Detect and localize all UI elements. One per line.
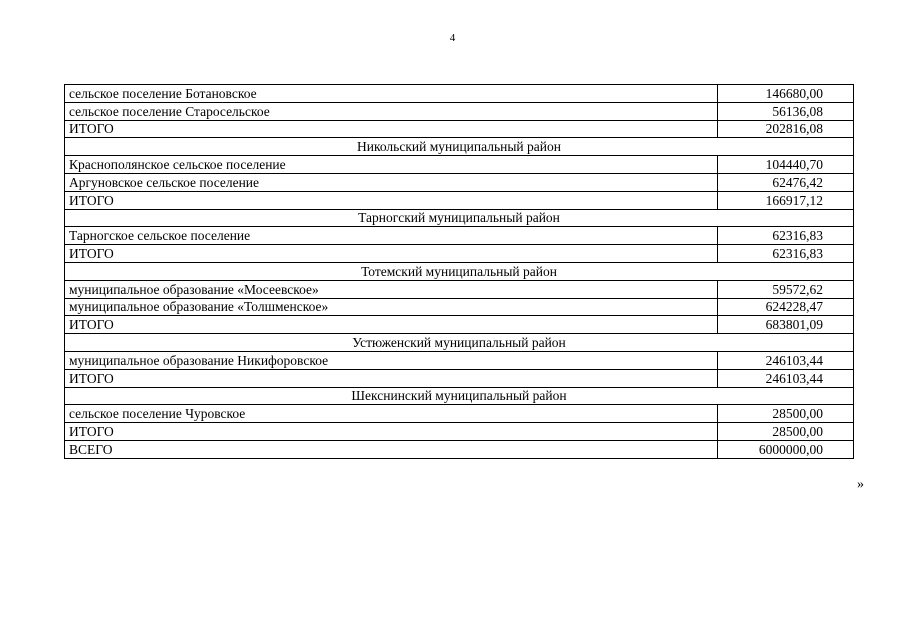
- page-number: 4: [449, 32, 456, 44]
- district-header-row: [65, 209, 854, 227]
- amount-value: 62476,42: [718, 173, 854, 191]
- table-row: [65, 173, 854, 191]
- settlement-name: сельское поселение Чуровское: [65, 405, 718, 423]
- settlement-name: Краснополянское сельское поселение: [65, 156, 718, 174]
- table-row: [65, 191, 854, 209]
- table-row: [65, 280, 854, 298]
- amount-value: 62316,83: [718, 227, 854, 245]
- amount-value: 56136,08: [718, 102, 854, 120]
- district-name: Шекснинский муниципальный район: [65, 387, 854, 405]
- settlement-name: муниципальное образование «Мосеевское»: [65, 280, 718, 298]
- settlement-name: сельское поселение Старосельское: [65, 102, 718, 120]
- table-row: [65, 245, 854, 263]
- settlement-name: Аргуновское сельское поселение: [65, 173, 718, 191]
- district-header-row: [65, 262, 854, 280]
- amount-value: 59572,62: [718, 280, 854, 298]
- amount-value: 28500,00: [718, 423, 854, 441]
- table-row: [65, 440, 854, 458]
- district-header-row: [65, 334, 854, 352]
- table-row: [65, 405, 854, 423]
- amount-value: 28500,00: [718, 405, 854, 423]
- amount-value: 246103,44: [718, 351, 854, 369]
- table-row: [65, 351, 854, 369]
- settlement-name: ИТОГО: [65, 423, 718, 441]
- amount-value: 6000000,00: [718, 440, 854, 458]
- table-row: [65, 156, 854, 174]
- settlement-name: ИТОГО: [65, 369, 718, 387]
- settlement-name: муниципальное образование «Толшменское»: [65, 298, 718, 316]
- amount-value: 246103,44: [718, 369, 854, 387]
- district-name: Тотемский муниципальный район: [65, 262, 854, 280]
- amount-value: 104440,70: [718, 156, 854, 174]
- amount-value: 146680,00: [718, 85, 854, 103]
- district-name: Устюженский муниципальный район: [65, 334, 854, 352]
- settlement-name: ВСЕГО: [65, 440, 718, 458]
- settlement-name: ИТОГО: [65, 316, 718, 334]
- settlement-name: сельское поселение Ботановское: [65, 85, 718, 103]
- district-name: Никольский муниципальный район: [65, 138, 854, 156]
- district-header-row: [65, 138, 854, 156]
- table-row: [65, 369, 854, 387]
- table-row: [65, 227, 854, 245]
- allocation-table-body: [65, 85, 854, 459]
- table-row: [65, 85, 854, 103]
- district-name: Тарногский муниципальный район: [65, 209, 854, 227]
- table-row: [65, 423, 854, 441]
- settlement-name: Тарногское сельское поселение: [65, 227, 718, 245]
- table-row: [65, 102, 854, 120]
- settlement-name: ИТОГО: [65, 191, 718, 209]
- settlement-name: ИТОГО: [65, 120, 718, 138]
- amount-value: 62316,83: [718, 245, 854, 263]
- amount-value: 624228,47: [718, 298, 854, 316]
- settlement-name: ИТОГО: [65, 245, 718, 263]
- table-row: [65, 298, 854, 316]
- district-header-row: [65, 387, 854, 405]
- settlement-name: муниципальное образование Никифоровское: [65, 351, 718, 369]
- table-row: [65, 316, 854, 334]
- allocation-table: [64, 84, 854, 459]
- table-row: [65, 120, 854, 138]
- amount-value: 202816,08: [718, 120, 854, 138]
- amount-value: 683801,09: [718, 316, 854, 334]
- closing-quote: »: [857, 477, 864, 492]
- amount-value: 166917,12: [718, 191, 854, 209]
